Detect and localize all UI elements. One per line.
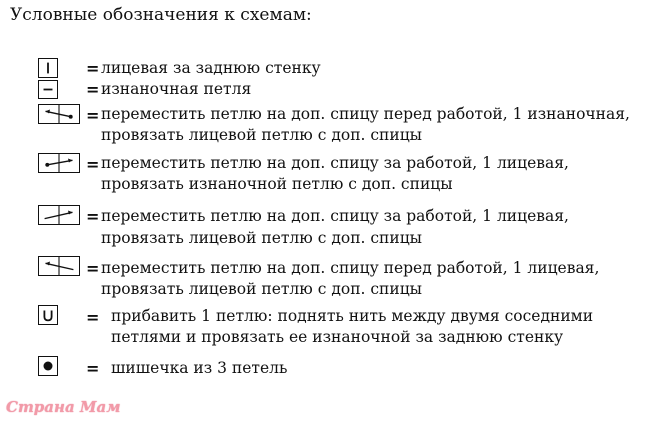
legend-text-4a: переместить петлю на доп. спицу за работой, 1 лицевая, [101, 154, 569, 172]
legend-text-7a: прибавить 1 петлю: поднять нить между двумя соседними [111, 307, 594, 325]
legend-text-6b: провязать лицевой петлю с доп. спицы [101, 280, 423, 298]
cable-front-knit-icon [38, 256, 80, 276]
bobble-icon [38, 356, 58, 376]
legend-text-5b: провязать лицевой петлю с доп. спицы [101, 229, 423, 247]
equals-sign: = [86, 359, 100, 378]
cable-back-knit-purl-icon [38, 153, 80, 173]
cable-back-knit-icon [38, 205, 80, 225]
watermark: Страна Мам [6, 398, 121, 416]
equals-sign: = [86, 59, 100, 78]
cable-front-purl-icon [38, 104, 80, 124]
equals-sign: = [86, 106, 100, 125]
legend-text-7b: петлями и провязать ее изнаночной за заднюю стенку [111, 328, 564, 346]
legend-text-4b: провязать изнаночной петлю с доп. спицы [101, 175, 453, 193]
legend-text-8: шишечка из 3 петель [111, 359, 288, 377]
equals-sign: = [86, 207, 100, 226]
equals-sign: = [86, 80, 100, 99]
legend-text-5a: переместить петлю на доп. спицу за работой, 1 лицевая, [101, 207, 569, 225]
legend-text-1: лицевая за заднюю стенку [101, 59, 321, 77]
equals-sign: = [86, 155, 100, 174]
equals-sign: = [86, 259, 100, 278]
legend-title: Условные обозначения к схемам: [10, 5, 312, 25]
knit-tbl-icon [38, 58, 58, 78]
purl-icon [38, 80, 58, 99]
legend-text-3b: провязать лицевой петлю с доп. спицы [101, 126, 423, 144]
legend-text-2: изнаночная петля [101, 80, 252, 98]
legend-text-3a: переместить петлю на доп. спицу перед работой, 1 изнаночная, [101, 105, 630, 123]
increase-purl-tbl-icon [38, 305, 58, 325]
legend-text-6a: переместить петлю на доп. спицу перед работой, 1 лицевая, [101, 259, 600, 277]
equals-sign: = [86, 308, 100, 327]
